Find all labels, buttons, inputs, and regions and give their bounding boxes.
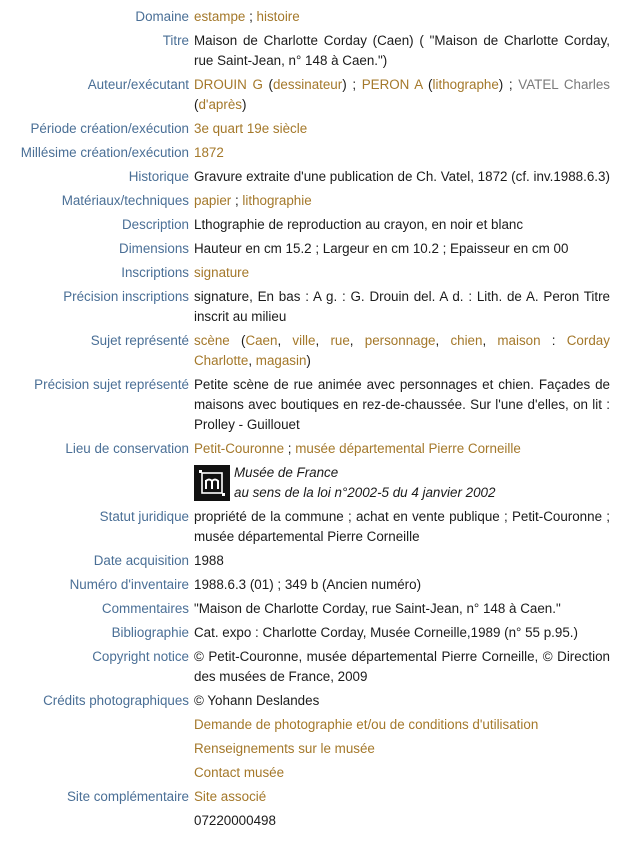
label-commentaires: Commentaires	[101, 601, 189, 616]
link-sujet-maison[interactable]: maison	[497, 333, 541, 348]
label-site: Site complémentaire	[66, 789, 189, 804]
label-lieu: Lieu de conservation	[65, 441, 189, 456]
label-inscriptions: Inscriptions	[121, 265, 189, 280]
row-dimensions	[0, 239, 640, 259]
separator: ,	[482, 333, 498, 348]
label-empty	[0, 715, 194, 735]
row-bibliographie	[0, 623, 640, 643]
value-description: Lthographie de reproduction au crayon, en noir et blanc	[194, 217, 524, 232]
label-bibliographie: Bibliographie	[111, 625, 189, 640]
value-copyright: © Petit-Couronne, musée départemental Pierre Corneille, © Direction des musées de France, 2009	[194, 649, 610, 684]
link-musee-corneille[interactable]: musée départemental Pierre Corneille	[295, 441, 521, 456]
link-sujet-magasin[interactable]: magasin	[255, 353, 307, 368]
link-demande-photographie[interactable]: Demande de photographie et/ou de conditions d'utilisation	[194, 717, 539, 732]
value-materiaux	[194, 191, 610, 211]
value-periode	[194, 119, 610, 139]
paren: (	[422, 77, 433, 92]
value-sujet	[194, 331, 610, 371]
row-statut	[0, 507, 640, 547]
value-auteur	[194, 75, 610, 115]
row-credits	[0, 691, 640, 711]
separator: ;	[231, 193, 243, 208]
musee-de-france-text	[234, 463, 495, 503]
row-historique	[0, 167, 640, 187]
link-contact-musee[interactable]: Contact musée	[194, 765, 285, 780]
label-empty	[0, 739, 194, 759]
link-sujet-chien[interactable]: chien	[450, 333, 483, 348]
label-empty	[0, 463, 194, 503]
row-sujet	[0, 331, 640, 371]
row-materiaux	[0, 191, 640, 211]
link-renseignements-musee[interactable]: Renseignements sur le musée	[194, 741, 375, 756]
row-precision-sujet	[0, 375, 640, 435]
paren: (	[262, 77, 273, 92]
link-histoire[interactable]: histoire	[256, 9, 300, 24]
value-date-acquisition: 1988	[194, 553, 224, 568]
separator: ,	[435, 333, 451, 348]
author-vatel: VATEL Charles	[518, 77, 610, 92]
label-empty	[0, 811, 194, 831]
label-materiaux: Matériaux/techniques	[61, 193, 189, 208]
row-date-acquisition	[0, 551, 640, 571]
value-precision-sujet: Petite scène de rue animée avec personnages et chien. Façades de maisons avec boutiques en rez-de-chaussée. Sur l'une d'elles, on lit : Prolley - Guillouet	[194, 377, 610, 432]
row-link-contact	[0, 763, 640, 783]
value-lieu	[194, 439, 610, 459]
paren: (	[194, 97, 199, 112]
link-site-associe[interactable]: Site associé	[194, 789, 267, 804]
row-copyright	[0, 647, 640, 687]
value-reference: 07220000498	[194, 813, 276, 828]
label-auteur: Auteur/exécutant	[87, 77, 189, 92]
link-author-drouin[interactable]: DROUIN G	[194, 77, 263, 92]
link-sujet-personnage[interactable]: personnage	[364, 333, 436, 348]
row-precision-inscriptions	[0, 287, 640, 327]
link-author-peron[interactable]: PERON A	[361, 77, 423, 92]
label-historique: Historique	[128, 169, 189, 184]
link-petit-couronne[interactable]: Petit-Couronne	[194, 441, 285, 456]
row-lieu	[0, 439, 640, 459]
separator: :	[540, 333, 567, 348]
label-credits: Crédits photographiques	[43, 693, 189, 708]
separator: ;	[346, 77, 362, 92]
label-empty	[0, 763, 194, 783]
value-domaine	[194, 7, 610, 27]
musee-de-france-logo-icon	[194, 465, 230, 501]
row-inscriptions	[0, 263, 640, 283]
row-site	[0, 787, 640, 807]
link-scene[interactable]: scène	[194, 333, 230, 348]
row-titre	[0, 31, 640, 71]
value-site	[194, 787, 610, 807]
row-auteur	[0, 75, 640, 115]
paren: (	[229, 333, 246, 348]
separator: ,	[248, 353, 256, 368]
separator: ;	[284, 441, 296, 456]
paren: )	[342, 77, 347, 92]
link-lithographie[interactable]: lithographie	[242, 193, 312, 208]
value-credits: © Yohann Deslandes	[194, 693, 320, 708]
separator: ;	[503, 77, 519, 92]
separator: ,	[277, 333, 293, 348]
label-description: Description	[122, 217, 189, 232]
row-commentaires	[0, 599, 640, 619]
row-reference	[0, 811, 640, 831]
value-link-contact	[194, 763, 610, 783]
value-precision-inscriptions: signature, En bas : A g. : G. Drouin del. A d. : Lith. de A. Peron Titre inscrit au milieu	[194, 289, 610, 324]
value-commentaires: "Maison de Charlotte Corday, rue Saint-Jean, n° 148 à Caen."	[194, 601, 561, 616]
value-bibliographie: Cat. expo : Charlotte Corday, Musée Corneille,1989 (n° 55 p.95.)	[194, 625, 578, 640]
link-role-dapres[interactable]: d'après	[198, 97, 242, 112]
value-link-renseignements	[194, 739, 610, 759]
label-titre: Titre	[162, 33, 189, 48]
link-role-lithographe[interactable]: lithographe	[432, 77, 499, 92]
value-musee-de-france	[194, 463, 610, 503]
label-inventaire: Numéro d'inventaire	[69, 577, 189, 592]
label-statut: Statut juridique	[99, 509, 189, 524]
link-sujet-rue[interactable]: rue	[330, 333, 350, 348]
link-sujet-caen[interactable]: Caen	[245, 333, 278, 348]
musee-de-france-line1: Musée de France	[234, 465, 339, 480]
link-sujet-ville[interactable]: ville	[292, 333, 316, 348]
label-domaine: Domaine	[135, 9, 189, 24]
value-inventaire: 1988.6.3 (01) ; 349 b (Ancien numéro)	[194, 577, 422, 592]
row-millesime	[0, 143, 640, 163]
value-dimensions: Hauteur en cm 15.2 ; Largeur en cm 10.2 ; Epaisseur en cm 00	[194, 241, 569, 256]
value-titre: Maison de Charlotte Corday (Caen) ( "Maison de Charlotte Corday, rue Saint-Jean, n° 148 à Caen.")	[194, 33, 610, 68]
label-millesime: Millésime création/exécution	[20, 145, 189, 160]
label-dimensions: Dimensions	[119, 241, 189, 256]
label-precision-sujet: Précision sujet représenté	[34, 377, 189, 392]
separator: ,	[315, 333, 331, 348]
link-periode[interactable]: 3e quart 19e siècle	[194, 121, 308, 136]
row-link-renseignements	[0, 739, 640, 759]
musee-de-france-logo-svg	[197, 468, 227, 498]
label-date-acquisition: Date acquisition	[93, 553, 189, 568]
paren: )	[498, 77, 504, 92]
label-copyright: Copyright notice	[92, 649, 189, 664]
link-sujet-corday[interactable]: Corday Charlotte	[194, 333, 610, 368]
link-estampe[interactable]: estampe	[194, 9, 246, 24]
row-periode	[0, 119, 640, 139]
row-description	[0, 215, 640, 235]
separator: ,	[349, 333, 365, 348]
paren: )	[306, 353, 311, 368]
value-link-demande	[194, 715, 610, 735]
separator: ;	[245, 9, 257, 24]
musee-de-france-line2: au sens de la loi n°2002-5 du 4 janvier 2002	[234, 485, 496, 500]
link-millesime[interactable]: 1872	[194, 145, 224, 160]
value-historique: Gravure extraite d'une publication de Ch. Vatel, 1872 (cf. inv.1988.6.3)	[194, 169, 610, 184]
row-link-demande	[0, 715, 640, 735]
paren: )	[241, 97, 247, 112]
row-inventaire	[0, 575, 640, 595]
row-musee-de-france	[0, 463, 640, 503]
row-domaine	[0, 7, 640, 27]
label-precision-inscriptions: Précision inscriptions	[63, 289, 189, 304]
value-inscriptions	[194, 263, 610, 283]
link-role-dessinateur[interactable]: dessinateur	[272, 77, 343, 92]
label-periode: Période création/exécution	[30, 121, 189, 136]
link-signature[interactable]: signature	[194, 265, 250, 280]
value-millesime	[194, 143, 610, 163]
value-statut: propriété de la commune ; achat en vente publique ; Petit-Couronne ; musée départemental Pierre Corneille	[194, 509, 610, 544]
label-sujet: Sujet représenté	[90, 333, 189, 348]
link-papier[interactable]: papier	[194, 193, 232, 208]
